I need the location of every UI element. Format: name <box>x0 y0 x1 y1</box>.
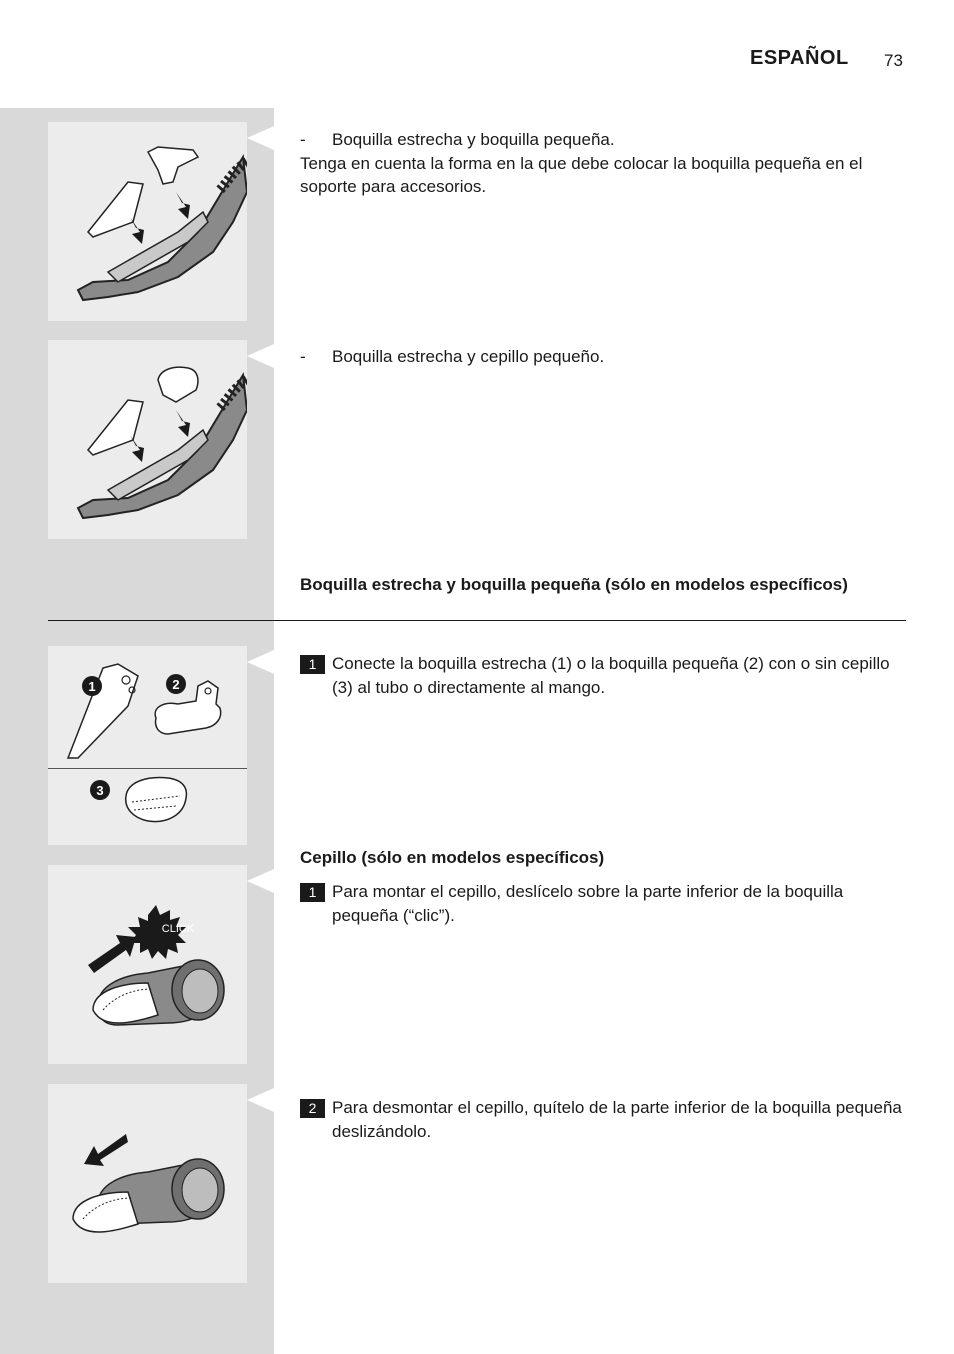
arrow-down-icon <box>176 410 190 437</box>
section-rule <box>48 620 906 621</box>
panel-divider-line <box>48 768 247 769</box>
page-number: 73 <box>884 51 903 70</box>
arrow-left-icon <box>84 1134 128 1166</box>
step-mount-brush <box>300 880 906 928</box>
step-text: Conecte la boquilla estrecha (1) o la boquilla pequeña (2) con o sin cepillo (3) al tubo o directamente al mango. <box>332 654 890 697</box>
step-number: 2 <box>300 1099 325 1118</box>
arrow-right-icon <box>88 935 136 973</box>
bullet-text: Boquilla estrecha y cepillo pequeño. <box>332 347 605 366</box>
svg-text:2: 2 <box>172 677 180 692</box>
svg-text:3: 3 <box>96 783 104 798</box>
panel-pointer <box>247 869 274 893</box>
illustration-accessories-overview <box>48 646 247 845</box>
bullet-dash: - <box>300 130 306 149</box>
holder-note-paragraph: Tenga en cuenta la forma en la que debe colocar la boquilla pequeña en el soporte para accesorios. <box>300 154 863 196</box>
section-heading-brush: Cepillo (sólo en modelos específicos) <box>300 848 605 867</box>
panel-pointer <box>247 126 274 150</box>
step-text: Para montar el cepillo, deslícelo sobre la parte inferior de la boquilla pequeña (“clic”). <box>332 882 844 925</box>
arrow-down-icon <box>176 192 190 219</box>
step-remove-brush <box>300 1096 906 1144</box>
svg-text:CLICK: CLICK <box>161 923 195 935</box>
illustration-mount-brush <box>48 865 247 1064</box>
illustration-accessory-holder-nozzle <box>48 122 247 321</box>
panel-pointer <box>247 1088 274 1112</box>
illustration-remove-brush <box>48 1084 247 1283</box>
step-text: Para desmontar el cepillo, quítelo de la parte inferior de la boquilla pequeña deslizándolo. <box>332 1098 902 1141</box>
bullet-text: Boquilla estrecha y boquilla pequeña. <box>332 130 615 149</box>
step-number: 1 <box>300 883 325 902</box>
panel-pointer <box>247 344 274 368</box>
step-connect-nozzle <box>300 652 906 700</box>
panel-pointer <box>247 650 274 674</box>
language-header: ESPAÑOL <box>750 47 849 69</box>
bullet-dash: - <box>300 347 306 366</box>
illustration-accessory-holder-brush <box>48 340 247 539</box>
svg-text:1: 1 <box>88 679 96 694</box>
step-number: 1 <box>300 655 325 674</box>
section-heading-nozzles: Boquilla estrecha y boquilla pequeña (sólo en modelos específicos) <box>300 575 848 594</box>
